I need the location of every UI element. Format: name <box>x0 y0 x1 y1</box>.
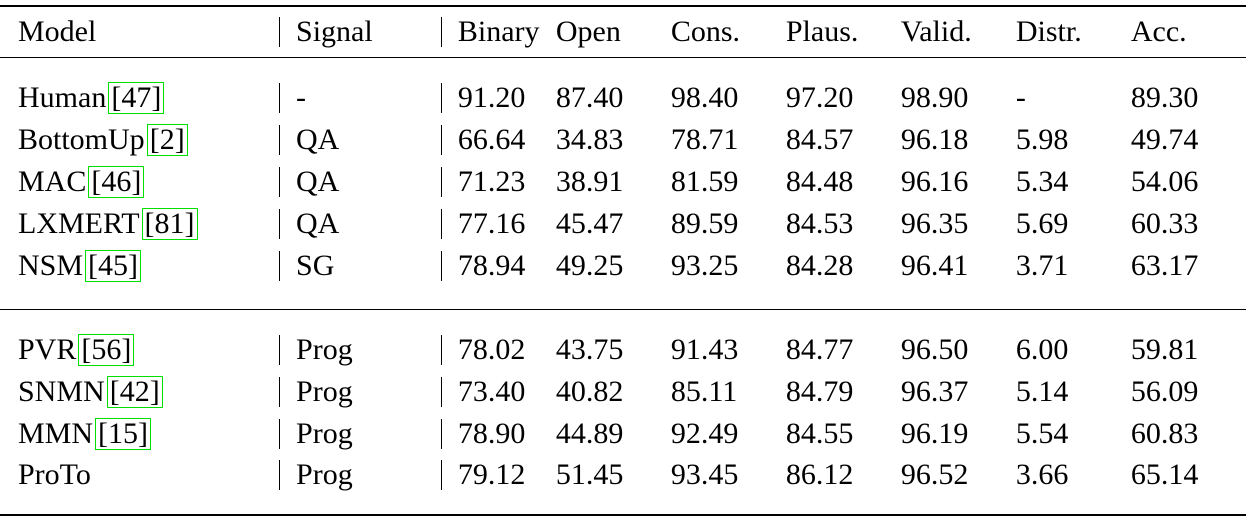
cell-acc: 65.14 <box>1130 458 1199 491</box>
cell-plaus: 84.79 <box>785 375 854 408</box>
citation-box[interactable]: [15] <box>95 418 151 450</box>
header-plaus: Plaus. <box>785 15 859 48</box>
cell-binary: 79.12 <box>441 455 556 495</box>
cell-acc: 89.30 <box>1130 81 1199 114</box>
citation-box[interactable]: [56] <box>78 334 134 366</box>
cell-acc: 60.83 <box>1130 417 1199 450</box>
citation-box[interactable]: [45] <box>85 250 141 282</box>
cell-cons: 89.59 <box>670 207 739 240</box>
vertical-separator-2 <box>441 83 442 113</box>
cell-cons: 93.45 <box>670 458 739 491</box>
table-row <box>0 413 1246 455</box>
cell-model <box>0 203 279 245</box>
cell-distr: - <box>1015 81 1026 114</box>
cell-valid: 96.18 <box>900 123 969 156</box>
spacer-before-bottom-rule <box>0 495 1246 509</box>
model-name: BottomUp <box>18 123 145 156</box>
vertical-separator-1 <box>279 419 280 449</box>
cell-valid: 96.52 <box>900 458 969 491</box>
vertical-separator-2 <box>441 377 442 407</box>
citation-box[interactable]: [47] <box>108 82 164 114</box>
cell-binary: 66.64 <box>441 119 556 161</box>
cell-valid: 98.90 <box>900 81 969 114</box>
header-signal: Signal <box>279 12 441 52</box>
cell-model <box>0 413 279 455</box>
cell-plaus: 84.77 <box>785 333 854 366</box>
cell-binary: 73.40 <box>441 371 556 413</box>
header-valid: Valid. <box>900 15 972 48</box>
vertical-separator-2 <box>441 460 442 490</box>
cell-open: 45.47 <box>555 207 624 240</box>
cell-signal: Prog <box>279 371 441 413</box>
table-row <box>0 119 1246 161</box>
cell-distr: 5.34 <box>1015 165 1069 198</box>
spacer-after-header <box>0 63 1246 77</box>
cell-open: 49.25 <box>555 249 624 282</box>
cell-plaus: 84.28 <box>785 249 854 282</box>
cell-binary: 78.02 <box>441 329 556 371</box>
model-name: Human <box>18 81 107 114</box>
header-open: Open <box>555 15 621 48</box>
cell-distr: 5.14 <box>1015 375 1069 408</box>
cell-valid: 96.35 <box>900 207 969 240</box>
vertical-separator-1 <box>279 251 280 281</box>
citation-box[interactable]: [42] <box>107 376 163 408</box>
model-name: NSM <box>18 249 84 282</box>
cell-model <box>0 119 279 161</box>
vertical-separator-2 <box>441 335 442 365</box>
cell-open: 51.45 <box>555 458 624 491</box>
cell-valid: 96.50 <box>900 333 969 366</box>
vertical-separator-1 <box>279 167 280 197</box>
vertical-separator-1 <box>279 460 280 490</box>
table-row <box>0 245 1246 287</box>
group-rule-line <box>0 304 1246 315</box>
table-header-row <box>0 12 1246 52</box>
header-distr: Distr. <box>1015 15 1082 48</box>
cell-acc: 49.74 <box>1130 123 1199 156</box>
cell-acc: 54.06 <box>1130 165 1199 198</box>
cell-cons: 93.25 <box>670 249 739 282</box>
cell-acc: 59.81 <box>1130 333 1199 366</box>
cell-valid: 96.19 <box>900 417 969 450</box>
cell-cons: 85.11 <box>670 375 738 408</box>
cell-plaus: 84.48 <box>785 165 854 198</box>
cell-open: 43.75 <box>555 333 624 366</box>
table-row <box>0 161 1246 203</box>
header-binary: Binary <box>441 12 556 52</box>
model-name: MAC <box>18 165 87 198</box>
header-acc: Acc. <box>1130 15 1187 48</box>
table-group-rule <box>0 304 1246 315</box>
table-row <box>0 203 1246 245</box>
cell-open: 38.91 <box>555 165 624 198</box>
citation-box[interactable]: [2] <box>147 124 188 156</box>
cell-signal: QA <box>279 119 441 161</box>
citation-box[interactable]: [81] <box>142 208 198 240</box>
cell-model <box>0 371 279 413</box>
cell-distr: 3.71 <box>1015 249 1069 282</box>
header-cons: Cons. <box>670 15 741 48</box>
cell-cons: 92.49 <box>670 417 739 450</box>
vertical-separator-1 <box>279 377 280 407</box>
vertical-separator-1 <box>279 209 280 239</box>
vertical-separator-2 <box>441 251 442 281</box>
header-model: Model <box>18 15 97 48</box>
cell-plaus: 84.55 <box>785 417 854 450</box>
cell-plaus: 86.12 <box>785 458 854 491</box>
cell-distr: 5.98 <box>1015 123 1069 156</box>
bottom-rule-line <box>0 509 1246 521</box>
cell-signal: SG <box>279 245 441 287</box>
spacer-after-group-rule <box>0 315 1246 329</box>
cell-distr: 5.54 <box>1015 417 1069 450</box>
cell-cons: 98.40 <box>670 81 739 114</box>
vertical-separator-1 <box>279 335 280 365</box>
cell-distr: 6.00 <box>1015 333 1069 366</box>
cell-open: 87.40 <box>555 81 624 114</box>
table-row <box>0 329 1246 371</box>
cell-cons: 78.71 <box>670 123 739 156</box>
vertical-separator-1 <box>279 125 280 155</box>
model-name: SNMN <box>18 375 105 408</box>
cell-model <box>0 245 279 287</box>
cell-plaus: 97.20 <box>785 81 854 114</box>
vertical-separator-1 <box>279 17 280 47</box>
cell-signal: Prog <box>279 455 441 495</box>
cell-signal: Prog <box>279 329 441 371</box>
cell-signal: Prog <box>279 413 441 455</box>
table-bottom-rule <box>0 509 1246 521</box>
model-name: PVR <box>18 333 77 366</box>
cell-acc: 56.09 <box>1130 375 1199 408</box>
cell-cons: 81.59 <box>670 165 739 198</box>
cell-cons: 91.43 <box>670 333 739 366</box>
cell-signal: - <box>279 77 441 119</box>
cell-binary: 78.94 <box>441 245 556 287</box>
top-rule-line <box>0 0 1246 12</box>
cell-open: 40.82 <box>555 375 624 408</box>
cell-plaus: 84.53 <box>785 207 854 240</box>
vertical-separator-2 <box>441 209 442 239</box>
vertical-separator-2 <box>441 17 442 47</box>
cell-distr: 5.69 <box>1015 207 1069 240</box>
cell-acc: 60.33 <box>1130 207 1199 240</box>
model-name: ProTo <box>18 458 91 491</box>
table-row <box>0 455 1246 495</box>
cell-model <box>0 329 279 371</box>
citation-box[interactable]: [46] <box>88 166 144 198</box>
cell-binary: 71.23 <box>441 161 556 203</box>
cell-model <box>0 77 279 119</box>
cell-valid: 96.16 <box>900 165 969 198</box>
spacer-before-group-rule <box>0 287 1246 304</box>
vertical-separator-2 <box>441 125 442 155</box>
cell-signal: QA <box>279 161 441 203</box>
cell-valid: 96.41 <box>900 249 969 282</box>
cell-binary: 77.16 <box>441 203 556 245</box>
cell-open: 34.83 <box>555 123 624 156</box>
table-top-rule <box>0 0 1246 12</box>
cell-signal: QA <box>279 203 441 245</box>
cell-acc: 63.17 <box>1130 249 1199 282</box>
cell-open: 44.89 <box>555 417 624 450</box>
table-row <box>0 371 1246 413</box>
cell-binary: 91.20 <box>441 77 556 119</box>
model-name: MMN <box>18 417 94 450</box>
cell-plaus: 84.57 <box>785 123 854 156</box>
cell-model <box>0 455 279 495</box>
vertical-separator-2 <box>441 419 442 449</box>
cell-model <box>0 161 279 203</box>
header-rule-line <box>0 52 1246 63</box>
table-header-rule <box>0 52 1246 63</box>
vertical-separator-2 <box>441 167 442 197</box>
cell-distr: 3.66 <box>1015 458 1069 491</box>
table-row <box>0 77 1246 119</box>
cell-binary: 78.90 <box>441 413 556 455</box>
vertical-separator-1 <box>279 83 280 113</box>
model-name: LXMERT <box>18 207 140 240</box>
cell-valid: 96.37 <box>900 375 969 408</box>
